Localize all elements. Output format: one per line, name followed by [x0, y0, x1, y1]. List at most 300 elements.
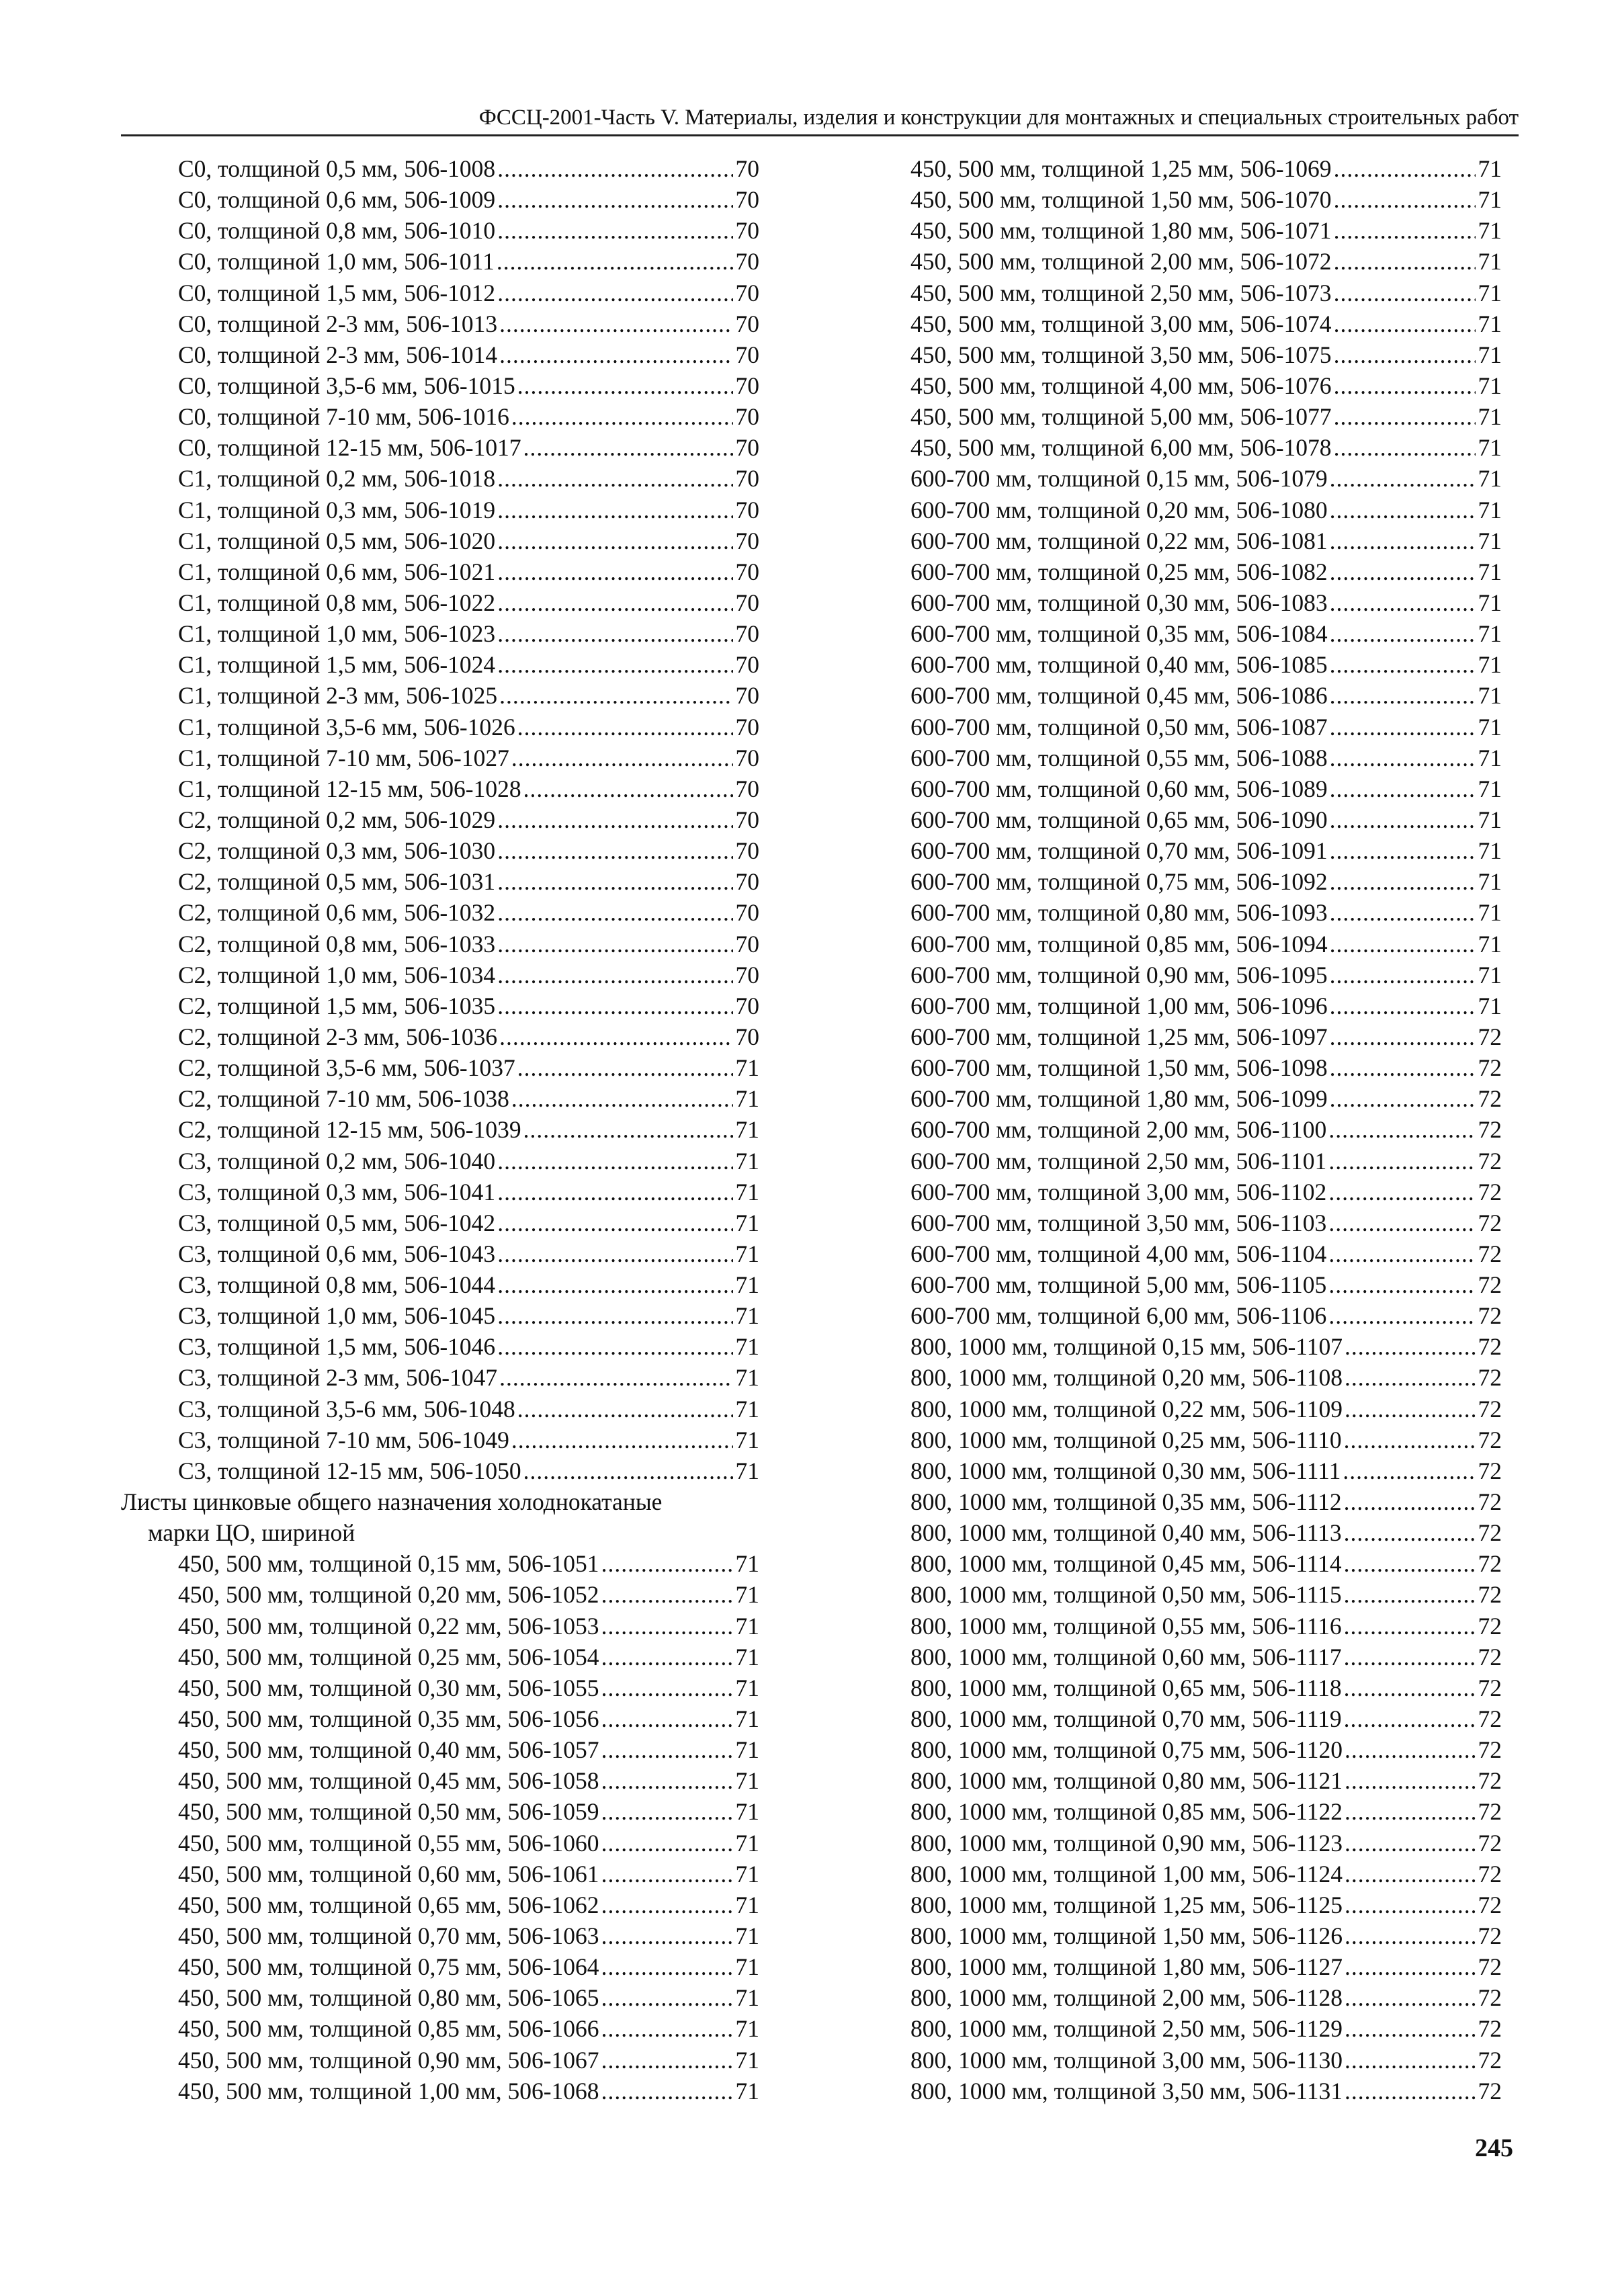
- dot-leader: [499, 680, 732, 711]
- index-entry: [910, 215, 1502, 246]
- dot-leader: [1344, 1642, 1476, 1672]
- dot-leader: [497, 1146, 732, 1177]
- index-entry: [121, 153, 759, 184]
- dot-leader: [601, 1951, 733, 1982]
- index-entry: [121, 1146, 759, 1177]
- entry-page-number: 70: [735, 527, 759, 554]
- dot-leader: [1344, 1672, 1476, 1703]
- entry-page-number: 71: [1478, 372, 1502, 399]
- entry-page-number: 70: [735, 310, 759, 337]
- dot-leader: [1334, 370, 1476, 401]
- dot-leader: [497, 184, 732, 215]
- index-entry: [121, 308, 759, 339]
- entry-page-number: 72: [1478, 1178, 1502, 1205]
- dot-leader: [601, 1611, 733, 1642]
- entry-page-number: 70: [735, 589, 759, 616]
- index-entry: [121, 278, 759, 308]
- dot-leader: [1345, 1796, 1476, 1827]
- entry-description: С3, толщиной 1,0 мм, 506-1045: [178, 1302, 496, 1330]
- index-entry: [121, 1982, 759, 2013]
- entry-page-number: 71: [1478, 527, 1502, 554]
- entry-page-number: 71: [735, 1891, 759, 1918]
- entry-page-number: 70: [735, 682, 759, 710]
- entry-page-number: 71: [735, 1705, 759, 1733]
- index-entry: [910, 835, 1502, 866]
- entry-page-number: 71: [735, 1643, 759, 1670]
- entry-page-number: 71: [735, 1767, 759, 1795]
- index-entry: [121, 1052, 759, 1083]
- dot-leader: [497, 556, 732, 587]
- dot-leader: [1334, 401, 1476, 432]
- entry-description: 450, 500 мм, толщиной 0,50 мм, 506-1059: [178, 1798, 599, 1826]
- entry-description: 450, 500 мм, толщиной 1,80 мм, 506-1071: [910, 217, 1332, 245]
- entry-description: С3, толщиной 2-3 мм, 506-1047: [178, 1364, 498, 1392]
- index-entry: [121, 2045, 759, 2076]
- dot-leader: [1345, 1734, 1476, 1765]
- index-entry: [910, 1765, 1502, 1796]
- entry-description: С2, толщиной 0,3 мм, 506-1030: [178, 837, 496, 865]
- index-entry: [121, 1207, 759, 1238]
- index-entry: [121, 1548, 759, 1579]
- dot-leader: [497, 1300, 732, 1331]
- entry-page-number: 72: [1478, 1860, 1502, 1887]
- entry-description: С3, толщиной 0,3 мм, 506-1041: [178, 1178, 496, 1205]
- entry-description: С3, толщиной 0,5 мм, 506-1042: [178, 1209, 496, 1236]
- dot-leader: [1330, 712, 1476, 742]
- index-entry: [121, 1021, 759, 1052]
- dot-leader: [1345, 1920, 1476, 1951]
- entry-page-number: 70: [735, 713, 759, 740]
- entry-page-number: 70: [735, 434, 759, 462]
- entry-page-number: 70: [735, 775, 759, 802]
- entry-description: 600-700 мм, толщиной 0,50 мм, 506-1087: [910, 713, 1328, 740]
- dot-leader: [1330, 649, 1476, 680]
- entry-description: 800, 1000 мм, толщиной 0,55 мм, 506-1116: [910, 1612, 1342, 1640]
- entry-page-number: 72: [1478, 1612, 1502, 1640]
- entry-page-number: 71: [1478, 992, 1502, 1019]
- index-entry: [121, 1642, 759, 1672]
- index-entry: [910, 1611, 1502, 1642]
- index-entry: [121, 1951, 759, 1982]
- entry-page-number: 71: [1478, 310, 1502, 337]
- entry-description: 800, 1000 мм, толщиной 0,40 мм, 506-1113: [910, 1519, 1342, 1547]
- entry-description: 450, 500 мм, толщиной 0,45 мм, 506-1058: [178, 1767, 599, 1795]
- dot-leader: [1330, 1083, 1476, 1114]
- entry-page-number: 71: [735, 2015, 759, 2043]
- entry-description: С1, толщиной 0,6 мм, 506-1021: [178, 558, 496, 585]
- dot-leader: [601, 2045, 733, 2076]
- dot-leader: [1334, 339, 1476, 370]
- entry-page-number: 70: [735, 930, 759, 958]
- index-entry: [910, 495, 1502, 525]
- entry-page-number: 71: [735, 1364, 759, 1392]
- entry-description: С3, толщиной 0,6 мм, 506-1043: [178, 1240, 496, 1267]
- dot-leader: [523, 1114, 733, 1145]
- index-entry: [910, 712, 1502, 742]
- index-entry: [910, 1238, 1502, 1269]
- entry-page-number: 72: [1478, 1240, 1502, 1267]
- index-entry: [910, 2045, 1502, 2076]
- index-entry: [121, 432, 759, 463]
- entry-page-number: 70: [735, 248, 759, 275]
- entry-page-number: 72: [1478, 1426, 1502, 1453]
- entry-description: 600-700 мм, толщиной 1,50 мм, 506-1098: [910, 1054, 1328, 1082]
- entry-description: 600-700 мм, толщиной 0,90 мм, 506-1095: [910, 961, 1328, 988]
- index-entry: [121, 1425, 759, 1455]
- dot-leader: [1330, 835, 1476, 866]
- dot-leader: [497, 835, 732, 866]
- entry-page-number: 72: [1478, 1054, 1502, 1082]
- entry-description: 800, 1000 мм, толщиной 0,45 мм, 506-1114: [910, 1550, 1342, 1578]
- dot-leader: [1345, 1859, 1476, 1889]
- index-entry: [910, 804, 1502, 835]
- index-entry: [121, 215, 759, 246]
- dot-leader: [1334, 278, 1476, 308]
- entry-description: 450, 500 мм, толщиной 2,50 мм, 506-1073: [910, 279, 1332, 306]
- index-entry: [910, 1517, 1502, 1548]
- index-entry: [910, 742, 1502, 773]
- entry-page-number: 70: [735, 651, 759, 679]
- entry-page-number: 70: [735, 496, 759, 523]
- entry-description: С0, толщиной 0,6 мм, 506-1009: [178, 186, 496, 214]
- entry-page-number: 71: [1478, 589, 1502, 616]
- entry-page-number: 72: [1478, 1209, 1502, 1236]
- dot-leader: [1345, 1951, 1476, 1982]
- index-entry: [121, 1083, 759, 1114]
- dot-leader: [523, 773, 733, 804]
- index-entry: [910, 1083, 1502, 1114]
- entry-description: 450, 500 мм, толщиной 0,20 мм, 506-1052: [178, 1581, 599, 1609]
- entry-description: 600-700 мм, толщиной 6,00 мм, 506-1106: [910, 1302, 1327, 1330]
- entry-description: 450, 500 мм, толщиной 0,80 мм, 506-1065: [178, 1984, 599, 2012]
- entry-description: 800, 1000 мм, толщиной 0,20 мм, 506-1108: [910, 1364, 1343, 1392]
- entry-description: С2, толщиной 1,0 мм, 506-1034: [178, 961, 496, 988]
- dot-leader: [511, 742, 733, 773]
- entry-page-number: 72: [1478, 1581, 1502, 1609]
- index-entry: [121, 370, 759, 401]
- dot-leader: [497, 463, 732, 494]
- dot-leader: [1330, 773, 1476, 804]
- dot-leader: [497, 246, 733, 277]
- dot-leader: [497, 897, 732, 928]
- index-entry: [121, 990, 759, 1021]
- entry-description: 800, 1000 мм, толщиной 1,00 мм, 506-1124: [910, 1860, 1343, 1887]
- dot-leader: [497, 495, 732, 525]
- dot-leader: [1344, 1579, 1476, 1610]
- index-entry: [121, 184, 759, 215]
- entry-page-number: 72: [1478, 1550, 1502, 1578]
- entry-page-number: 72: [1478, 1674, 1502, 1701]
- entry-description: 800, 1000 мм, толщиной 0,60 мм, 506-1117: [910, 1643, 1342, 1670]
- dot-leader: [601, 1703, 733, 1734]
- entry-description: 600-700 мм, толщиной 0,55 мм, 506-1088: [910, 744, 1328, 771]
- index-entry: [910, 463, 1502, 494]
- entry-page-number: 71: [1478, 248, 1502, 275]
- entry-description: 450, 500 мм, толщиной 0,25 мм, 506-1054: [178, 1643, 599, 1670]
- entry-description: С0, толщиной 7-10 мм, 506-1016: [178, 403, 509, 431]
- entry-page-number: 71: [735, 1116, 759, 1144]
- index-entry: [910, 1269, 1502, 1300]
- entry-page-number: 71: [1478, 961, 1502, 988]
- index-entry: [121, 1394, 759, 1425]
- dot-leader: [1334, 308, 1476, 339]
- dot-leader: [497, 525, 732, 556]
- entry-page-number: 70: [735, 341, 759, 368]
- dot-leader: [1330, 1052, 1476, 1083]
- index-entry: [910, 1734, 1502, 1765]
- dot-leader: [1334, 215, 1476, 246]
- dot-leader: [497, 215, 732, 246]
- entry-page-number: 72: [1478, 1147, 1502, 1175]
- entry-description: 600-700 мм, толщиной 0,70 мм, 506-1091: [910, 837, 1328, 865]
- index-entry: [121, 773, 759, 804]
- index-entry: [910, 1642, 1502, 1672]
- dot-leader: [601, 1642, 733, 1672]
- index-entry: [910, 1889, 1502, 1920]
- dot-leader: [497, 618, 732, 649]
- entry-page-number: 71: [1478, 155, 1502, 182]
- dot-leader: [497, 804, 732, 835]
- dot-leader: [601, 1672, 733, 1703]
- entry-description: 450, 500 мм, толщиной 0,60 мм, 506-1061: [178, 1860, 599, 1887]
- entry-page-number: 71: [735, 1860, 759, 1887]
- entry-description: 450, 500 мм, толщиной 0,30 мм, 506-1055: [178, 1674, 599, 1701]
- entry-page-number: 72: [1478, 1457, 1502, 1484]
- entry-description: 450, 500 мм, толщиной 0,70 мм, 506-1063: [178, 1922, 599, 1950]
- index-entry: [910, 929, 1502, 960]
- entry-description: 450, 500 мм, толщиной 6,00 мм, 506-1078: [910, 434, 1332, 462]
- index-entry: [121, 680, 759, 711]
- entry-description: 450, 500 мм, толщиной 0,85 мм, 506-1066: [178, 2015, 599, 2043]
- index-entry: [910, 897, 1502, 928]
- entry-description: 450, 500 мм, толщиной 0,40 мм, 506-1057: [178, 1736, 599, 1764]
- index-entry: [910, 370, 1502, 401]
- index-entry: [121, 897, 759, 928]
- index-entry: [910, 1796, 1502, 1827]
- entry-page-number: 72: [1478, 2015, 1502, 2043]
- dot-leader: [1330, 897, 1476, 928]
- entry-description: 450, 500 мм, толщиной 0,55 мм, 506-1060: [178, 1829, 599, 1857]
- entry-description: 600-700 мм, толщиной 0,35 мм, 506-1084: [910, 620, 1328, 648]
- dot-leader: [1330, 960, 1476, 990]
- entry-description: 800, 1000 мм, толщиной 3,50 мм, 506-1131: [910, 2077, 1343, 2104]
- index-entry: [910, 432, 1502, 463]
- entry-description: С3, толщиной 3,5-6 мм, 506-1048: [178, 1395, 515, 1422]
- index-entries-group: [121, 1548, 759, 2107]
- dot-leader: [497, 153, 732, 184]
- entry-description: 600-700 мм, толщиной 0,22 мм, 506-1081: [910, 527, 1328, 554]
- entry-description: 800, 1000 мм, толщиной 1,80 мм, 506-1127: [910, 1953, 1343, 1981]
- entry-page-number: 72: [1478, 1705, 1502, 1733]
- dot-leader: [497, 866, 732, 897]
- dot-leader: [497, 1207, 732, 1238]
- entry-page-number: 72: [1478, 1798, 1502, 1826]
- entry-description: С1, толщиной 2-3 мм, 506-1025: [178, 682, 498, 710]
- index-entry: [910, 1052, 1502, 1083]
- entry-page-number: 72: [1478, 1364, 1502, 1392]
- index-entry: [121, 339, 759, 370]
- entry-description: 450, 500 мм, толщиной 2,00 мм, 506-1072: [910, 248, 1332, 275]
- entry-description: С1, толщиной 0,5 мм, 506-1020: [178, 527, 496, 554]
- entry-description: 600-700 мм, толщиной 1,80 мм, 506-1099: [910, 1085, 1328, 1113]
- entry-description: 800, 1000 мм, толщиной 0,90 мм, 506-1123: [910, 1829, 1343, 1857]
- entry-description: 600-700 мм, толщиной 0,60 мм, 506-1089: [910, 775, 1328, 802]
- section-heading: Листы цинковые общего назначения холоднокатаные: [121, 1488, 663, 1516]
- entry-page-number: 71: [1478, 434, 1502, 462]
- dot-leader: [511, 1425, 733, 1455]
- entry-page-number: 71: [735, 1333, 759, 1361]
- entry-description: С3, толщиной 1,5 мм, 506-1046: [178, 1333, 496, 1361]
- entry-page-number: 72: [1478, 2046, 1502, 2074]
- index-entry: [121, 2013, 759, 2044]
- entry-page-number: 71: [1478, 806, 1502, 833]
- entry-description: 600-700 мм, толщиной 1,25 мм, 506-1097: [910, 1023, 1328, 1050]
- entry-page-number: 70: [735, 806, 759, 833]
- entry-description: С1, толщиной 1,5 мм, 506-1024: [178, 651, 496, 679]
- dot-leader: [1330, 587, 1476, 618]
- index-entry: [910, 1548, 1502, 1579]
- entry-description: С1, толщиной 0,8 мм, 506-1022: [178, 589, 496, 616]
- dot-leader: [1328, 1177, 1475, 1207]
- entry-description: С2, толщиной 0,6 мм, 506-1032: [178, 899, 496, 927]
- entry-description: 800, 1000 мм, толщиной 0,30 мм, 506-1111: [910, 1457, 1341, 1484]
- entry-page-number: 72: [1478, 1922, 1502, 1950]
- dot-leader: [601, 1920, 733, 1951]
- entry-description: 800, 1000 мм, толщиной 0,65 мм, 506-1118: [910, 1674, 1342, 1701]
- entry-description: 600-700 мм, толщиной 0,20 мм, 506-1080: [910, 496, 1328, 523]
- index-entry: [910, 2076, 1502, 2107]
- index-entry: [910, 1486, 1502, 1517]
- entry-description: С3, толщиной 7-10 мм, 506-1049: [178, 1426, 509, 1453]
- dot-leader: [1345, 1828, 1476, 1859]
- dot-leader: [601, 1765, 733, 1796]
- entry-page-number: 71: [1478, 186, 1502, 214]
- dot-leader: [1343, 1455, 1475, 1486]
- entry-page-number: 70: [735, 1023, 759, 1050]
- index-entry: [121, 1920, 759, 1951]
- dot-leader: [1345, 2045, 1476, 2076]
- entry-description: С0, толщиной 12-15 мм, 506-1017: [178, 434, 521, 462]
- entry-description: 450, 500 мм, толщиной 0,65 мм, 506-1062: [178, 1891, 599, 1918]
- dot-leader: [1330, 1021, 1476, 1052]
- running-header: ФССЦ-2001-Часть V. Материалы, изделия и конструкции для монтажных и специальных строительных работ: [121, 101, 1519, 136]
- dot-leader: [601, 1982, 733, 2013]
- entry-page-number: 71: [1478, 403, 1502, 431]
- entry-description: 450, 500 мм, толщиной 0,22 мм, 506-1053: [178, 1612, 599, 1640]
- dot-leader: [1330, 680, 1476, 711]
- index-entry: [910, 1425, 1502, 1455]
- entry-description: С0, толщиной 3,5-6 мм, 506-1015: [178, 372, 515, 399]
- entry-page-number: 71: [735, 1798, 759, 1826]
- dot-leader: [1328, 1114, 1475, 1145]
- entry-description: 600-700 мм, толщиной 0,65 мм, 506-1090: [910, 806, 1328, 833]
- entry-description: 800, 1000 мм, толщиной 1,50 мм, 506-1126: [910, 1922, 1343, 1950]
- entry-description: С0, толщиной 2-3 мм, 506-1014: [178, 341, 498, 368]
- index-entry: [910, 1331, 1502, 1362]
- entry-page-number: 71: [1478, 651, 1502, 679]
- entry-page-number: 71: [735, 1426, 759, 1453]
- entry-description: С3, толщиной 12-15 мм, 506-1050: [178, 1457, 521, 1484]
- dot-leader: [497, 1177, 732, 1207]
- entry-description: 600-700 мм, толщиной 1,00 мм, 506-1096: [910, 992, 1328, 1019]
- dot-leader: [1330, 463, 1476, 494]
- entry-description: С0, толщиной 0,8 мм, 506-1010: [178, 217, 496, 245]
- index-entry: [910, 1703, 1502, 1734]
- dot-leader: [1330, 866, 1476, 897]
- index-entry: [121, 1177, 759, 1207]
- entry-page-number: 71: [1478, 899, 1502, 927]
- index-entry: [910, 1394, 1502, 1425]
- entry-description: С2, толщиной 3,5-6 мм, 506-1037: [178, 1054, 515, 1082]
- entry-page-number: 72: [1478, 1767, 1502, 1795]
- index-entry: [910, 587, 1502, 618]
- dot-leader: [1328, 1146, 1475, 1177]
- entry-description: С0, толщиной 2-3 мм, 506-1013: [178, 310, 498, 337]
- index-entry: [910, 1177, 1502, 1207]
- entry-page-number: 71: [735, 1209, 759, 1236]
- dot-leader: [601, 1796, 733, 1827]
- dot-leader: [497, 990, 732, 1021]
- entry-page-number: 71: [1478, 496, 1502, 523]
- index-entry: [910, 1114, 1502, 1145]
- entry-page-number: 71: [1478, 775, 1502, 802]
- index-column-left: [121, 153, 759, 2107]
- dot-leader: [1344, 1486, 1476, 1517]
- dot-leader: [1345, 1331, 1476, 1362]
- page-number: 245: [1475, 2134, 1513, 2162]
- entry-description: 800, 1000 мм, толщиной 0,80 мм, 506-1121: [910, 1767, 1343, 1795]
- index-entry: [910, 680, 1502, 711]
- entry-page-number: 70: [735, 961, 759, 988]
- index-entry: [910, 960, 1502, 990]
- entry-page-number: 70: [735, 372, 759, 399]
- index-entry: [121, 1611, 759, 1642]
- entry-description: 450, 500 мм, толщиной 0,75 мм, 506-1064: [178, 1953, 599, 1981]
- dot-leader: [1330, 742, 1476, 773]
- entry-page-number: 72: [1478, 1085, 1502, 1113]
- entry-description: 600-700 мм, толщиной 3,00 мм, 506-1102: [910, 1178, 1327, 1205]
- dot-leader: [1334, 246, 1476, 277]
- dot-leader: [497, 929, 732, 960]
- index-entry: [121, 1672, 759, 1703]
- index-entry: [910, 1951, 1502, 1982]
- entry-description: 800, 1000 мм, толщиной 0,15 мм, 506-1107: [910, 1333, 1343, 1361]
- dot-leader: [1330, 990, 1476, 1021]
- index-entry: [121, 1238, 759, 1269]
- entry-description: 600-700 мм, толщиной 2,00 мм, 506-1100: [910, 1116, 1327, 1144]
- index-entry: [121, 587, 759, 618]
- dot-leader: [1345, 2076, 1476, 2107]
- entry-page-number: 71: [735, 1550, 759, 1578]
- index-entry: [910, 278, 1502, 308]
- index-entry: [121, 804, 759, 835]
- entry-page-number: 70: [735, 837, 759, 865]
- index-entry: [910, 866, 1502, 897]
- index-entry: [910, 1146, 1502, 1177]
- index-entry: [910, 1021, 1502, 1052]
- index-entry: [121, 835, 759, 866]
- dot-leader: [523, 1455, 733, 1486]
- dot-leader: [1344, 1611, 1476, 1642]
- dot-leader: [497, 960, 732, 990]
- index-entry: [121, 556, 759, 587]
- index-entry: [121, 866, 759, 897]
- dot-leader: [497, 587, 732, 618]
- index-entries-group: [910, 153, 1502, 2107]
- entry-description: 450, 500 мм, толщиной 1,25 мм, 506-1069: [910, 155, 1332, 182]
- entry-description: 800, 1000 мм, толщиной 0,22 мм, 506-1109: [910, 1395, 1343, 1422]
- index-entry: [121, 618, 759, 649]
